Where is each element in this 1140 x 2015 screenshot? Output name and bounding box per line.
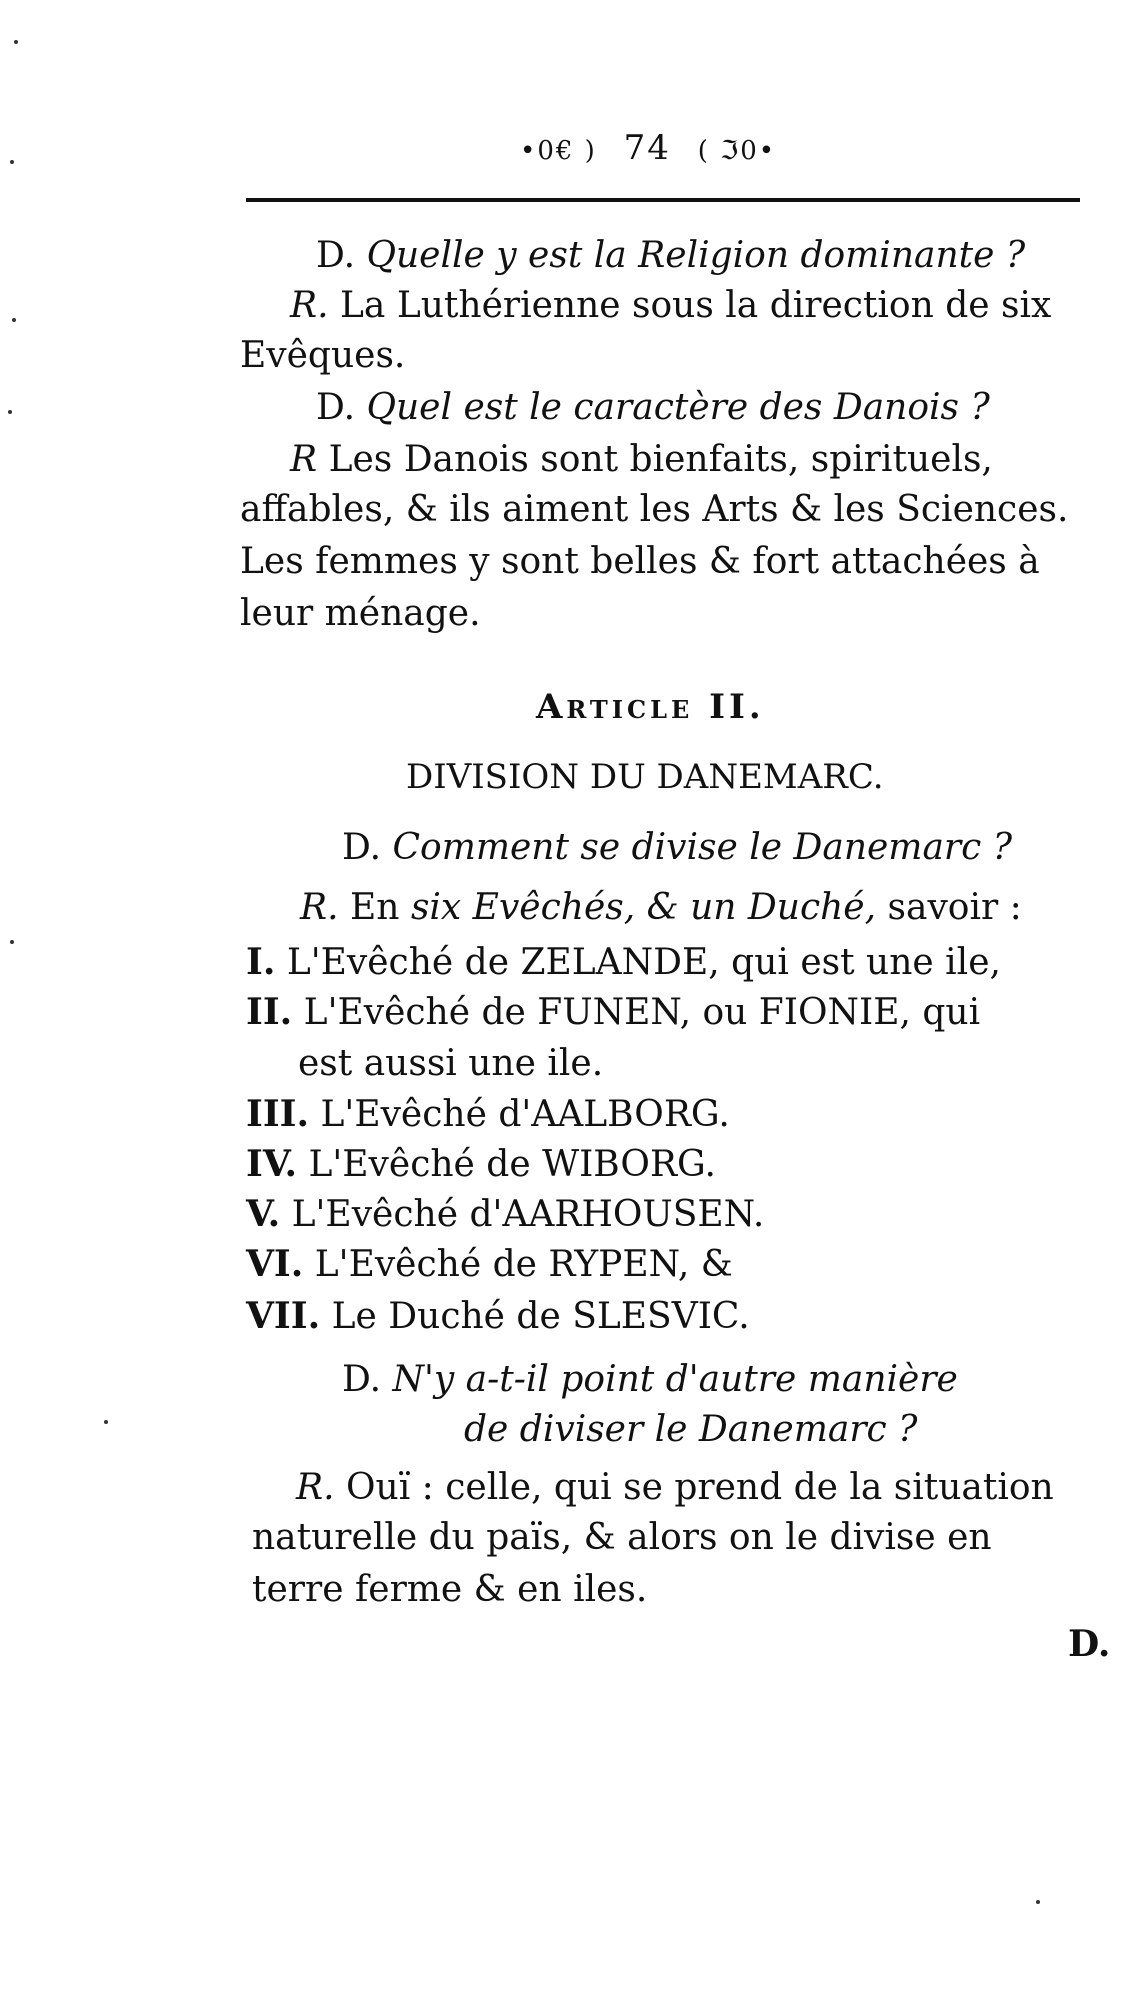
list-text: Le Duché de SLESVIC. bbox=[331, 1296, 750, 1337]
list-item bbox=[246, 941, 1001, 983]
answer-text: La Luthérienne sous la direction de six bbox=[340, 285, 1052, 326]
list-number: III. bbox=[246, 1093, 310, 1135]
speck bbox=[1036, 1900, 1040, 1904]
answer-4-line-1 bbox=[296, 1467, 1054, 1508]
question-text: N'y a-t-il point d'autre manière bbox=[392, 1359, 958, 1400]
question-text: Quel est le caractère des Danois ? bbox=[366, 387, 990, 428]
list-text: L'Evêché de ZELANDE, qui est une ile, bbox=[286, 942, 1001, 983]
answer-4-line-2: naturelle du païs, & alors on le divise en bbox=[252, 1517, 992, 1558]
list-number: VII. bbox=[246, 1295, 321, 1337]
list-item bbox=[246, 1193, 765, 1235]
question-label: D. bbox=[342, 827, 382, 868]
speck bbox=[8, 410, 12, 414]
question-1 bbox=[316, 235, 1026, 276]
question-3 bbox=[342, 827, 1013, 868]
header-rule bbox=[246, 198, 1080, 202]
question-2 bbox=[316, 387, 990, 428]
answer-text: savoir : bbox=[887, 887, 1022, 928]
answer-text: Ouï : celle, qui se prend de la situation bbox=[346, 1467, 1054, 1508]
list-item bbox=[246, 1243, 733, 1285]
speck bbox=[10, 160, 14, 164]
answer-2-line-4: leur ménage. bbox=[240, 593, 481, 634]
speck bbox=[10, 940, 14, 944]
answer-label: R bbox=[290, 439, 318, 480]
list-item bbox=[246, 1143, 716, 1185]
question-4-line-2: de diviser le Danemarc ? bbox=[464, 1409, 918, 1450]
list-text: L'Evêché d'AARHOUSEN. bbox=[291, 1194, 765, 1235]
question-text: Quelle y est la Religion dominante ? bbox=[366, 235, 1026, 276]
speck bbox=[104, 1420, 108, 1424]
list-number: I. bbox=[246, 941, 276, 983]
question-label: D. bbox=[316, 235, 356, 276]
list-number: IV. bbox=[246, 1143, 298, 1185]
page-number: 74 bbox=[623, 128, 671, 168]
list-text: L'Evêché de WIBORG. bbox=[308, 1144, 716, 1185]
question-4-line-1 bbox=[342, 1359, 958, 1400]
article-title: Article II. bbox=[536, 687, 765, 727]
answer-1-line-1 bbox=[290, 285, 1052, 326]
list-number: VI. bbox=[246, 1243, 304, 1285]
speck bbox=[14, 40, 18, 44]
list-text: L'Evêché de FUNEN, ou FIONIE, qui bbox=[303, 992, 981, 1033]
question-text: Comment se divise le Danemarc ? bbox=[392, 827, 1013, 868]
answer-3 bbox=[300, 887, 1022, 928]
header-left-ornament: •0€ ) bbox=[520, 136, 597, 166]
list-item bbox=[246, 1295, 750, 1337]
question-label: D. bbox=[316, 387, 356, 428]
header-right-ornament: ( ℑ0• bbox=[697, 136, 777, 166]
answer-label: R. bbox=[300, 887, 339, 928]
answer-text: Les Danois sont bienfaits, spirituels, bbox=[328, 439, 993, 480]
answer-emphasis: six Evêchés, & un Duché, bbox=[410, 887, 877, 928]
article-subtitle: DIVISION DU DANEMARC. bbox=[406, 757, 884, 797]
catchword: D. bbox=[1068, 1623, 1111, 1665]
list-number: V. bbox=[246, 1193, 281, 1235]
list-item bbox=[246, 1093, 730, 1135]
list-text: L'Evêché d'AALBORG. bbox=[320, 1094, 730, 1135]
list-number: II. bbox=[246, 991, 293, 1033]
answer-text: En bbox=[350, 887, 400, 928]
answer-2-line-2: affables, & ils aiment les Arts & les Sciences. bbox=[240, 489, 1069, 530]
answer-2-line-1 bbox=[290, 439, 993, 480]
answer-4-line-3: terre ferme & en iles. bbox=[252, 1569, 648, 1610]
page-header bbox=[520, 128, 776, 168]
list-item-continuation: est aussi une ile. bbox=[298, 1043, 604, 1084]
answer-2-line-3: Les femmes y sont belles & fort attachées à bbox=[240, 541, 1040, 582]
question-label: D. bbox=[342, 1359, 382, 1400]
answer-label: R. bbox=[296, 1467, 335, 1508]
list-text: L'Evêché de RYPEN, & bbox=[314, 1244, 733, 1285]
answer-1-line-2: Evêques. bbox=[240, 335, 406, 376]
speck bbox=[12, 318, 16, 322]
list-item bbox=[246, 991, 981, 1033]
answer-label: R. bbox=[290, 285, 329, 326]
